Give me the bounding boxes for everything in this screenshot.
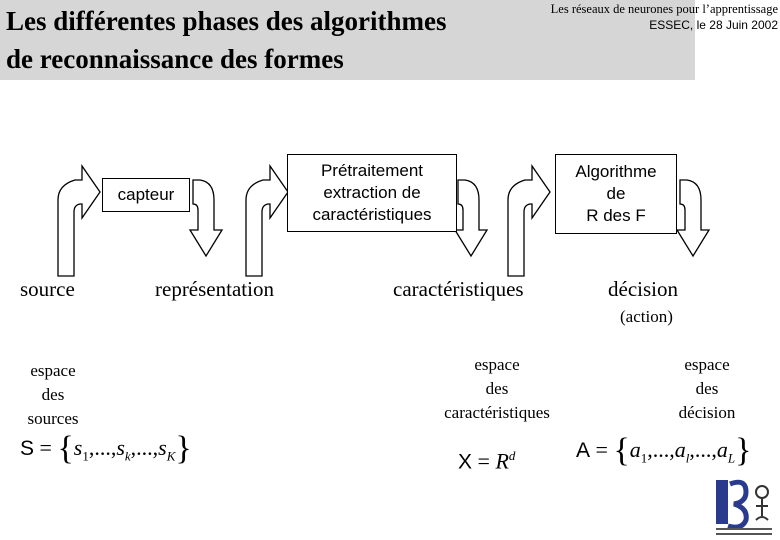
space-caracteristiques: espace des caractéristiques (444, 355, 550, 422)
pretraitement-box (287, 154, 457, 232)
pretraitement-line3: caractéristiques (312, 205, 432, 224)
arrow-caracteristiques-algorithme (508, 166, 550, 276)
formula-x: $X = R^d$ (458, 448, 516, 474)
event-date: ESSEC, le 28 Juin 2002 (649, 18, 778, 32)
pretraitement-line2: extraction de (323, 183, 421, 202)
arrow-pretraitement-caracteristiques (455, 180, 487, 256)
arrow-source-capteur (58, 166, 100, 276)
formula-a: $A = \{a_1,...,a_l,...,a_L\}$ (576, 432, 752, 469)
capteur-box (102, 178, 190, 212)
arrow-capteur-representation (190, 180, 222, 256)
stage-action: (action) (620, 307, 673, 326)
arrow-representation-pretraitement (246, 166, 288, 276)
space-sources: espace des sources (27, 361, 79, 428)
algorithme-line3: R des F (586, 206, 646, 225)
arrow-algorithme-decision (677, 180, 709, 256)
stage-decision: décision (608, 277, 678, 301)
stage-caracteristiques: caractéristiques (393, 277, 524, 301)
logo-icon (712, 476, 776, 538)
slide-title: Les différentes phases des algorithmes de reconnaissance des formes (6, 6, 447, 74)
formula-s: $S = \{s_1,...,s_k,...,s_K\}$ (20, 430, 192, 467)
capteur-label: capteur (117, 185, 175, 204)
pretraitement-line1: Prétraitement (320, 161, 424, 180)
stage-source: source (20, 277, 75, 301)
course-title: Les réseaux de neurones pour l’apprentissage (550, 2, 778, 16)
stage-representation: représentation (155, 277, 274, 301)
algorithme-line2: de (606, 184, 626, 203)
space-decision: espace des décision (678, 355, 736, 422)
algorithme-line1: Algorithme (575, 162, 657, 181)
algorithme-box (555, 154, 677, 234)
